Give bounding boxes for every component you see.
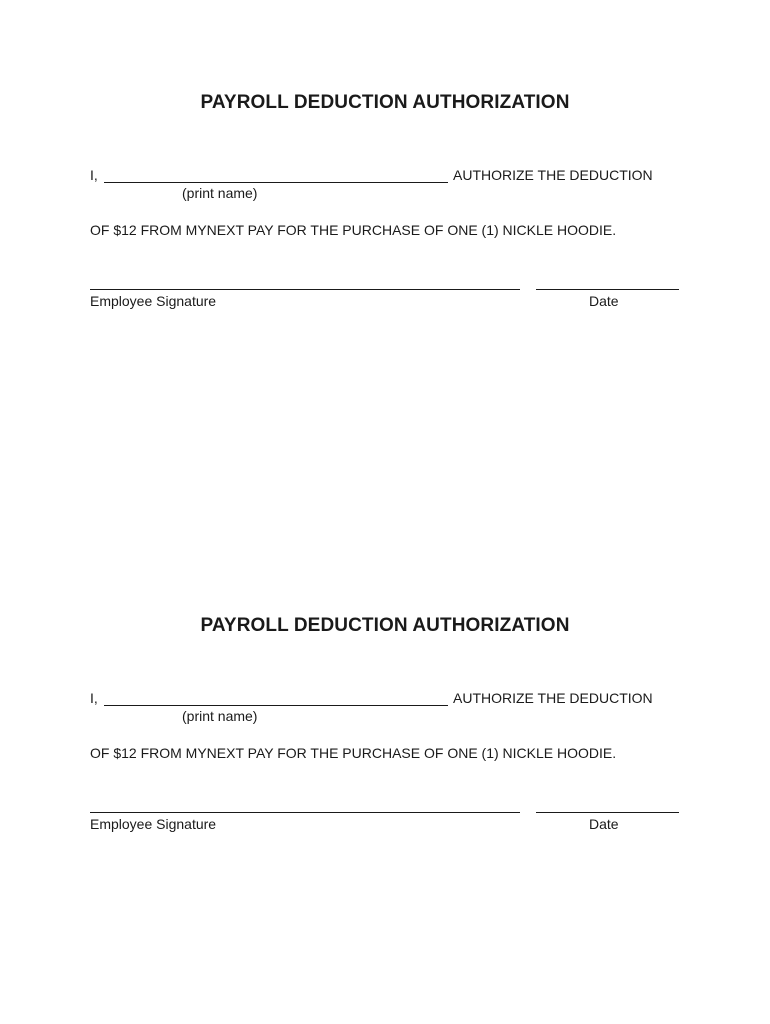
deduction-form-1 — [0, 0, 770, 309]
authorize-text: AUTHORIZE THE DEDUCTION — [453, 690, 653, 706]
form-title: PAYROLL DEDUCTION AUTHORIZATION — [200, 615, 570, 636]
form-title: PAYROLL DEDUCTION AUTHORIZATION — [200, 92, 570, 113]
name-prefix: I, — [90, 167, 98, 183]
date-field[interactable] — [536, 289, 679, 290]
deduction-statement: OF $12 FROM MYNEXT PAY FOR THE PURCHASE OF ONE (1) NICKLE HOODIE. — [90, 222, 617, 238]
date-label: Date — [589, 816, 619, 832]
deduction-form-2 — [0, 523, 770, 832]
deduction-statement: OF $12 FROM MYNEXT PAY FOR THE PURCHASE OF ONE (1) NICKLE HOODIE. — [90, 745, 617, 761]
print-name-field[interactable] — [104, 705, 448, 706]
print-name-field[interactable] — [104, 182, 448, 183]
signature-label: Employee Signature — [90, 816, 217, 832]
name-prefix: I, — [90, 690, 98, 706]
signature-label: Employee Signature — [90, 293, 217, 309]
print-name-caption: (print name) — [182, 708, 258, 724]
signature-field[interactable] — [90, 289, 520, 290]
date-label: Date — [589, 293, 619, 309]
print-name-caption: (print name) — [182, 185, 258, 201]
date-field[interactable] — [536, 812, 679, 813]
authorize-text: AUTHORIZE THE DEDUCTION — [453, 167, 653, 183]
signature-field[interactable] — [90, 812, 520, 813]
